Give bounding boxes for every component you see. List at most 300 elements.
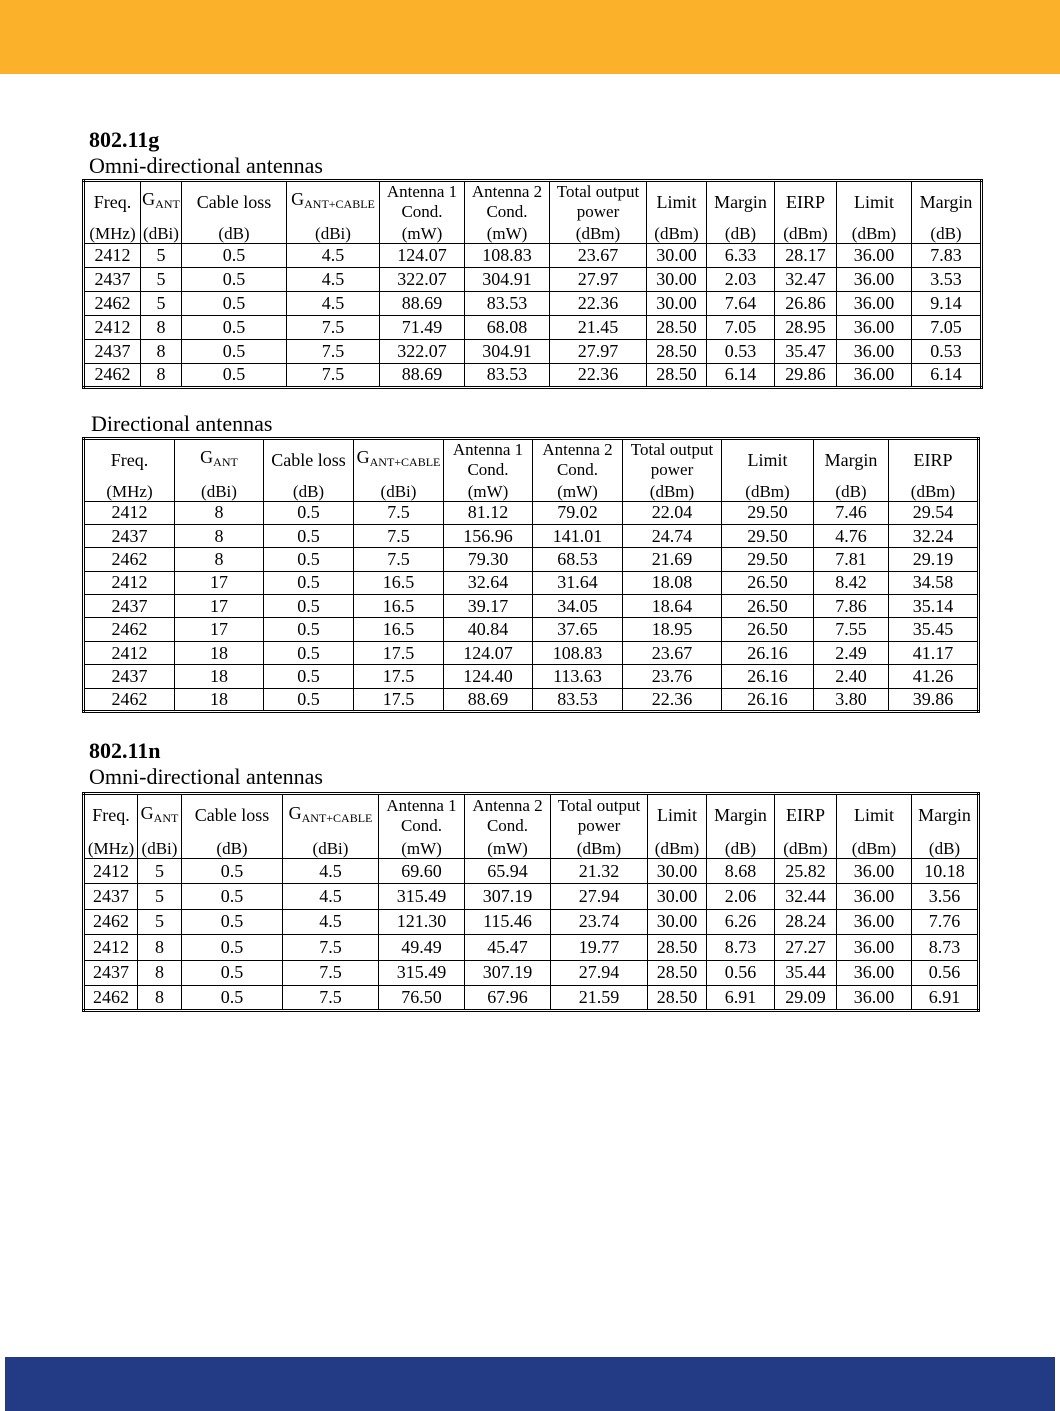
table-cell: 124.07	[444, 641, 533, 664]
table-cell: 8	[138, 960, 182, 985]
column-header	[380, 181, 465, 223]
table-cell: 0.56	[707, 960, 775, 985]
column-header-label: G	[288, 802, 302, 823]
table-cell: 8.68	[707, 859, 775, 884]
table-cell: 2412	[84, 243, 141, 267]
table-cell: 2437	[84, 267, 141, 291]
table-cell: 36.00	[837, 985, 912, 1010]
table-cell: 8	[141, 315, 182, 339]
table-cell: 0.53	[707, 339, 775, 363]
column-header	[707, 794, 775, 837]
table-cell: 2462	[84, 688, 175, 711]
table-cell: 7.5	[283, 960, 379, 985]
table-cell: 2462	[84, 618, 175, 641]
table-cell: 2412	[84, 501, 175, 524]
table-row	[84, 315, 982, 339]
table-row	[84, 859, 979, 884]
table-cell: 4.5	[287, 267, 380, 291]
table-cell: 8.73	[912, 935, 979, 960]
table-cell: 4.5	[283, 859, 379, 884]
table-cell: 45.47	[465, 935, 551, 960]
table-cell: 2437	[84, 884, 138, 909]
table-cell: 2462	[84, 548, 175, 571]
column-header-label: Cable loss	[194, 805, 270, 826]
column-header	[138, 794, 182, 837]
table-cell: 27.94	[551, 884, 648, 909]
column-unit: (mW)	[465, 837, 551, 859]
column-unit: (dB)	[182, 837, 283, 859]
column-unit: (dBm)	[623, 480, 722, 501]
column-unit: (dBm)	[551, 837, 648, 859]
table-cell: 29.86	[775, 363, 837, 387]
table-cell: 2.40	[814, 665, 889, 688]
header-row	[84, 439, 979, 481]
table-cell: 36.00	[837, 315, 912, 339]
table-cell: 7.86	[814, 595, 889, 618]
table-cell: 16.5	[354, 595, 444, 618]
column-unit: (mW)	[533, 480, 623, 501]
table-cell: 27.94	[551, 960, 648, 985]
table-cell: 7.5	[354, 548, 444, 571]
table-cell: 32.44	[775, 884, 837, 909]
table-cell: 7.81	[814, 548, 889, 571]
column-header-label: G	[200, 447, 214, 467]
column-header	[775, 181, 837, 223]
table-cell: 8	[141, 363, 182, 387]
table-cell: 30.00	[647, 267, 707, 291]
table-cell: 6.91	[912, 985, 979, 1010]
column-header-label: Cable loss	[271, 449, 346, 470]
table-cell: 40.84	[444, 618, 533, 641]
column-header-line: Antenna 1	[386, 795, 457, 815]
table-cell: 29.54	[889, 501, 979, 524]
column-header-line: power	[650, 460, 694, 479]
table-cell: 4.5	[283, 884, 379, 909]
column-header	[707, 181, 775, 223]
column-header-label: Limit	[656, 191, 697, 212]
column-unit: (mW)	[444, 480, 533, 501]
table-cell: 0.5	[182, 315, 287, 339]
column-unit: (dBm)	[648, 837, 707, 859]
table-cell: 18.64	[623, 595, 722, 618]
column-unit: (dB)	[912, 837, 979, 859]
table-cell: 28.24	[775, 909, 837, 934]
table-row	[84, 935, 979, 960]
column-header-line: Cond.	[467, 460, 509, 479]
column-unit: (dBi)	[175, 480, 264, 501]
table-cell: 2.06	[707, 884, 775, 909]
table-cell: 7.64	[707, 291, 775, 315]
table-cell: 26.16	[722, 688, 814, 711]
table-cell: 7.05	[912, 315, 982, 339]
column-unit: (dB)	[707, 222, 775, 243]
table-cell: 36.00	[837, 291, 912, 315]
table-cell: 8	[141, 339, 182, 363]
table-cell: 29.50	[722, 524, 814, 547]
column-unit: (dBm)	[775, 222, 837, 243]
table-cell: 5	[138, 859, 182, 884]
table-cell: 7.5	[354, 524, 444, 547]
table-cell: 2412	[84, 571, 175, 594]
table-cell: 0.5	[182, 243, 287, 267]
table-caption-directional-g: Directional antennas	[91, 411, 273, 436]
section-heading-802-11g: 802.11g	[89, 127, 160, 152]
table-cell: 23.74	[551, 909, 648, 934]
table-cell: 2412	[84, 315, 141, 339]
table-cell: 4.76	[814, 524, 889, 547]
column-header	[354, 439, 444, 481]
omni-antenna-table-802-11n	[82, 792, 980, 1012]
column-header-line: Cond.	[556, 460, 599, 479]
table-cell: 7.55	[814, 618, 889, 641]
column-header-label: EIRP	[785, 191, 825, 212]
table-cell: 322.07	[380, 339, 465, 363]
table-cell: 5	[141, 243, 182, 267]
table-cell: 7.83	[912, 243, 982, 267]
table-cell: 39.86	[889, 688, 979, 711]
column-header	[84, 181, 141, 223]
table-cell: 17.5	[354, 688, 444, 711]
table-cell: 71.49	[380, 315, 465, 339]
table-cell: 26.16	[722, 665, 814, 688]
column-header-subscript: ANT	[155, 197, 180, 211]
column-header	[889, 439, 979, 481]
column-header-line: Antenna 2	[472, 795, 543, 815]
table-cell: 0.5	[182, 935, 283, 960]
table-cell: 0.56	[912, 960, 979, 985]
column-header	[550, 181, 647, 223]
header-row	[84, 181, 982, 223]
column-header	[182, 794, 283, 837]
table-cell: 22.36	[623, 688, 722, 711]
table-cell: 28.50	[647, 339, 707, 363]
table-cell: 8	[175, 548, 264, 571]
table-cell: 2462	[84, 291, 141, 315]
table-cell: 5	[141, 291, 182, 315]
column-header	[775, 794, 837, 837]
column-header-label: Limit	[747, 449, 788, 470]
column-unit: (mW)	[380, 222, 465, 243]
table-cell: 18	[175, 688, 264, 711]
table-cell: 0.5	[182, 985, 283, 1010]
table-row	[84, 618, 979, 641]
column-header-label: Limit	[854, 191, 894, 212]
column-header-line: Cond.	[401, 202, 443, 221]
column-header-line: Cond.	[486, 815, 529, 835]
column-unit: (dBm)	[837, 837, 912, 859]
table-cell: 0.5	[182, 267, 287, 291]
table-cell: 22.36	[550, 363, 647, 387]
column-unit: (dB)	[182, 222, 287, 243]
table-caption-omni-g: Omni-directional antennas	[89, 153, 323, 178]
table-cell: 21.59	[551, 985, 648, 1010]
table-cell: 30.00	[647, 291, 707, 315]
column-header-label: Limit	[657, 805, 697, 826]
table-cell: 2462	[84, 363, 141, 387]
table-cell: 315.49	[379, 960, 465, 985]
table-cell: 2437	[84, 665, 175, 688]
table-cell: 8	[138, 985, 182, 1010]
table-cell: 41.26	[889, 665, 979, 688]
table-cell: 0.5	[264, 688, 354, 711]
table-cell: 315.49	[379, 884, 465, 909]
table-cell: 6.14	[912, 363, 982, 387]
unit-row	[84, 837, 979, 859]
column-header	[648, 794, 707, 837]
column-unit: (dBi)	[287, 222, 380, 243]
table-cell: 36.00	[837, 243, 912, 267]
table-cell: 0.5	[264, 618, 354, 641]
table-cell: 32.24	[889, 524, 979, 547]
table-cell: 8.73	[707, 935, 775, 960]
table-cell: 34.58	[889, 571, 979, 594]
column-header	[444, 439, 533, 481]
omni-antenna-table-802-11g	[82, 179, 983, 389]
table-cell: 21.32	[551, 859, 648, 884]
column-header-subscript: ANT+CABLE	[369, 455, 441, 469]
column-header-label: Cable loss	[196, 191, 272, 212]
table-cell: 0.5	[182, 363, 287, 387]
table-cell: 79.02	[533, 501, 623, 524]
column-header-label: Margin	[919, 191, 973, 212]
table-cell: 36.00	[837, 935, 912, 960]
table-cell: 0.5	[182, 291, 287, 315]
column-header-label: EIRP	[785, 805, 825, 826]
column-header	[465, 181, 550, 223]
table-cell: 4.5	[283, 909, 379, 934]
table-cell: 27.27	[775, 935, 837, 960]
table-cell: 7.5	[283, 985, 379, 1010]
directional-antenna-table-802-11g	[82, 437, 980, 713]
table-cell: 28.50	[648, 960, 707, 985]
table-cell: 67.96	[465, 985, 551, 1010]
table-cell: 0.5	[264, 524, 354, 547]
table-row	[84, 291, 982, 315]
column-header	[912, 794, 979, 837]
table-cell: 23.67	[623, 641, 722, 664]
column-header-label: G	[142, 189, 156, 209]
column-header	[84, 439, 175, 481]
table-cell: 29.50	[722, 548, 814, 571]
table-cell: 304.91	[465, 339, 550, 363]
table-cell: 23.67	[550, 243, 647, 267]
table-cell: 108.83	[465, 243, 550, 267]
table-cell: 27.97	[550, 267, 647, 291]
column-unit: (MHz)	[84, 480, 175, 501]
table-cell: 26.50	[722, 571, 814, 594]
table-cell: 29.50	[722, 501, 814, 524]
table-row	[84, 339, 982, 363]
table-cell: 4.5	[287, 243, 380, 267]
column-header-line: Total output	[556, 182, 640, 201]
table-cell: 68.08	[465, 315, 550, 339]
table-cell: 108.83	[533, 641, 623, 664]
column-header-label: Limit	[854, 805, 894, 826]
footer-color-band	[5, 1357, 1055, 1411]
table-cell: 7.76	[912, 909, 979, 934]
table-cell: 0.5	[264, 641, 354, 664]
table-cell: 29.09	[775, 985, 837, 1010]
table-cell: 21.45	[550, 315, 647, 339]
table-cell: 17	[175, 618, 264, 641]
table-cell: 16.5	[354, 618, 444, 641]
table-cell: 30.00	[648, 909, 707, 934]
table-cell: 3.80	[814, 688, 889, 711]
table-cell: 0.5	[264, 501, 354, 524]
table-cell: 6.14	[707, 363, 775, 387]
column-header-line: Total output	[630, 440, 714, 459]
column-header-line: power	[576, 202, 620, 221]
unit-row	[84, 480, 979, 501]
column-header	[264, 439, 354, 481]
column-header	[182, 181, 287, 223]
column-unit: (dBm)	[775, 837, 837, 859]
table-cell: 36.00	[837, 267, 912, 291]
table-cell: 35.14	[889, 595, 979, 618]
column-unit: (dB)	[707, 837, 775, 859]
table-cell: 5	[138, 909, 182, 934]
table-cell: 26.86	[775, 291, 837, 315]
column-unit: (dB)	[912, 222, 982, 243]
table-cell: 304.91	[465, 267, 550, 291]
table-cell: 322.07	[380, 267, 465, 291]
table-cell: 28.50	[647, 315, 707, 339]
table-cell: 5	[141, 267, 182, 291]
table-cell: 76.50	[379, 985, 465, 1010]
table-cell: 8	[175, 501, 264, 524]
table-row	[84, 571, 979, 594]
table-row	[84, 524, 979, 547]
table-cell: 5	[138, 884, 182, 909]
table-cell: 34.05	[533, 595, 623, 618]
table-cell: 3.53	[912, 267, 982, 291]
unit-row	[84, 222, 982, 243]
table-cell: 10.18	[912, 859, 979, 884]
table-cell: 3.56	[912, 884, 979, 909]
table-cell: 35.44	[775, 960, 837, 985]
table-cell: 30.00	[648, 884, 707, 909]
table-cell: 83.53	[465, 291, 550, 315]
table-cell: 36.00	[837, 339, 912, 363]
table-cell: 23.76	[623, 665, 722, 688]
table-cell: 0.5	[182, 960, 283, 985]
column-unit: (dBm)	[550, 222, 647, 243]
column-header-label: Freq.	[92, 805, 130, 826]
column-header-label: Margin	[918, 805, 971, 826]
column-unit: (dBi)	[283, 837, 379, 859]
column-header	[175, 439, 264, 481]
column-header	[84, 794, 138, 837]
column-header	[379, 794, 465, 837]
table-cell: 39.17	[444, 595, 533, 618]
table-cell: 83.53	[533, 688, 623, 711]
table-cell: 2462	[84, 985, 138, 1010]
table-cell: 8	[138, 935, 182, 960]
column-unit: (dBi)	[141, 222, 182, 243]
column-header	[647, 181, 707, 223]
table-cell: 0.5	[264, 595, 354, 618]
table-cell: 2412	[84, 935, 138, 960]
table-cell: 2.49	[814, 641, 889, 664]
table-cell: 28.50	[648, 985, 707, 1010]
table-cell: 156.96	[444, 524, 533, 547]
column-header-subscript: ANT+CABLE	[304, 197, 375, 211]
table-cell: 7.5	[287, 339, 380, 363]
column-header-subscript: ANT	[153, 810, 179, 825]
table-cell: 41.17	[889, 641, 979, 664]
column-header-label: Freq.	[110, 449, 149, 470]
column-unit: (mW)	[379, 837, 465, 859]
table-cell: 22.36	[550, 291, 647, 315]
column-header-label: Margin	[714, 191, 767, 212]
table-cell: 17.5	[354, 641, 444, 664]
column-header	[837, 794, 912, 837]
table-cell: 115.46	[465, 909, 551, 934]
table-cell: 0.5	[182, 909, 283, 934]
table-row	[84, 884, 979, 909]
table-cell: 18	[175, 641, 264, 664]
table-row	[84, 909, 979, 934]
column-header-line: Cond.	[400, 815, 443, 835]
column-unit: (dBm)	[722, 480, 814, 501]
table-cell: 6.26	[707, 909, 775, 934]
column-header	[283, 794, 379, 837]
table-cell: 81.12	[444, 501, 533, 524]
column-header-line: Antenna 1	[452, 440, 524, 459]
table-cell: 65.94	[465, 859, 551, 884]
table-cell: 7.5	[354, 501, 444, 524]
table-cell: 36.00	[837, 859, 912, 884]
table-row	[84, 665, 979, 688]
column-header	[623, 439, 722, 481]
section-heading-802-11n: 802.11n	[89, 738, 161, 763]
table-cell: 2412	[84, 641, 175, 664]
column-unit: (MHz)	[84, 222, 141, 243]
table-cell: 36.00	[837, 909, 912, 934]
table-row	[84, 688, 979, 711]
column-unit: (dB)	[814, 480, 889, 501]
column-header-label: G	[356, 447, 370, 467]
column-header-line: Antenna 1	[386, 182, 458, 201]
table-cell: 0.5	[264, 548, 354, 571]
table-cell: 29.19	[889, 548, 979, 571]
column-unit: (dBm)	[647, 222, 707, 243]
table-cell: 22.04	[623, 501, 722, 524]
column-header-label: Freq.	[93, 191, 132, 212]
table-cell: 0.5	[182, 859, 283, 884]
column-header	[533, 439, 623, 481]
table-row	[84, 548, 979, 571]
column-header-label: EIRP	[913, 449, 953, 470]
table-cell: 307.19	[465, 960, 551, 985]
table-cell: 0.5	[264, 665, 354, 688]
table-cell: 2437	[84, 595, 175, 618]
table-cell: 9.14	[912, 291, 982, 315]
table-cell: 7.5	[283, 935, 379, 960]
table-cell: 6.91	[707, 985, 775, 1010]
table-cell: 2.03	[707, 267, 775, 291]
table-cell: 2412	[84, 859, 138, 884]
table-cell: 36.00	[837, 884, 912, 909]
table-cell: 83.53	[465, 363, 550, 387]
table-row	[84, 595, 979, 618]
table-cell: 17	[175, 571, 264, 594]
table-cell: 0.5	[182, 339, 287, 363]
table-row	[84, 363, 982, 387]
table-cell: 26.16	[722, 641, 814, 664]
column-header-line: Cond.	[486, 202, 528, 221]
table-caption-omni-n: Omni-directional antennas	[89, 764, 323, 789]
